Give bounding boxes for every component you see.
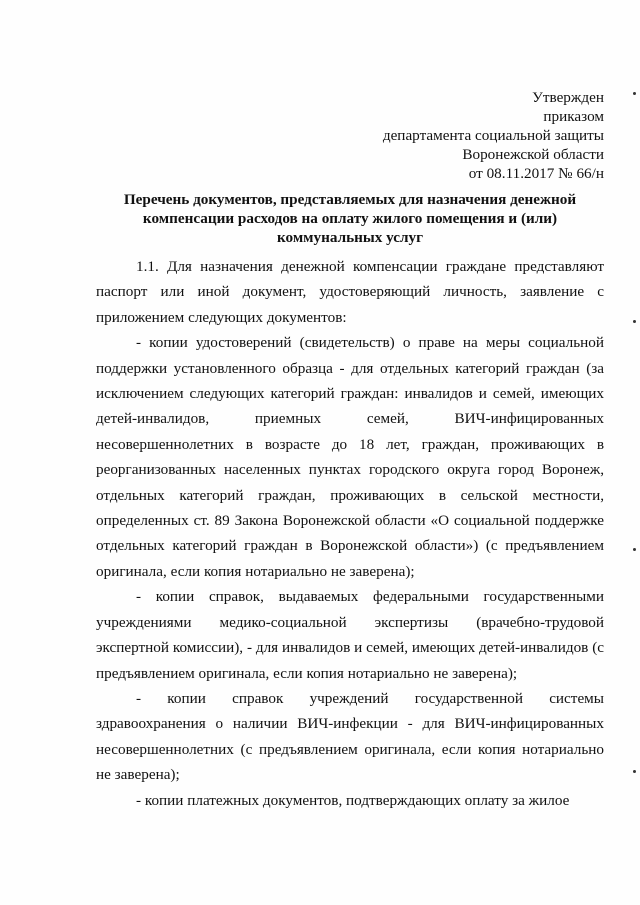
approval-line-department: департамента социальной защиты bbox=[382, 127, 604, 144]
scan-edge-mark bbox=[633, 92, 636, 95]
document-title bbox=[96, 190, 604, 247]
title-line-2: компенсации расходов на оплату жилого помещения и (или) bbox=[142, 210, 558, 227]
scan-edge-mark bbox=[633, 548, 636, 551]
title-line-3: коммунальных услуг bbox=[276, 229, 424, 246]
paragraph-certificates: - копии удостоверений (свидетельств) о праве на меры социальной поддержки установленного образца - для отдельных категорий граждан (за исключением следующих категорий граждан: инвалидов и семей, имеющих детей-инвалидов, приемных семей, ВИЧ-инфицированных несовершеннолетних в возрасте до 18 лет, граждан, проживающих в реорганизованных населенных пунктах городского округа город Воронеж, отдельных категорий граждан, проживающих в сельской местности, определенных ст. 89 Закона Воронежской области «О социальной поддержке отдельных категорий граждан в Воронежской области») (с предъявлением оригинала, если копия нотариально не заверена); bbox=[96, 334, 604, 580]
title-line-1: Перечень документов, представляемых для назначения денежной bbox=[123, 191, 577, 208]
paragraph-payment-documents: - копии платежных документов, подтверждающих оплату за жилое bbox=[136, 791, 570, 809]
approval-line-order: приказом bbox=[543, 108, 604, 125]
approval-line-date-number: от 08.11.2017 № 66/н bbox=[468, 165, 604, 182]
scan-edge-mark bbox=[633, 320, 636, 323]
paragraph-hiv-certificates: - копии справок учреждений государственной системы здравоохранения о наличии ВИЧ-инфекции - для ВИЧ-инфицированных несовершеннолетних (с предъявлением оригинала, если копия нотариально не заверена); bbox=[96, 689, 604, 784]
paragraph-disability-certificates: - копии справок, выдаваемых федеральными государственными учреждениями медико-социальной экспертизы (врачебно-трудовой экспертной комиссии), - для инвалидов и семей, имеющих детей-инвалидов (с предъявлением оригинала, если копия нотариально не заверена); bbox=[96, 588, 604, 682]
scan-edge-mark bbox=[633, 770, 636, 773]
approval-line-region: Воронежской области bbox=[462, 146, 604, 163]
document-body bbox=[96, 254, 604, 813]
approval-line-approved: Утвержден bbox=[532, 89, 604, 106]
approval-stamp-block bbox=[383, 88, 604, 183]
paragraph-intro: 1.1. Для назначения денежной компенсации граждане представляют паспорт или иной документ, удостоверяющий личность, заявление с приложением следующих документов: bbox=[96, 258, 604, 326]
